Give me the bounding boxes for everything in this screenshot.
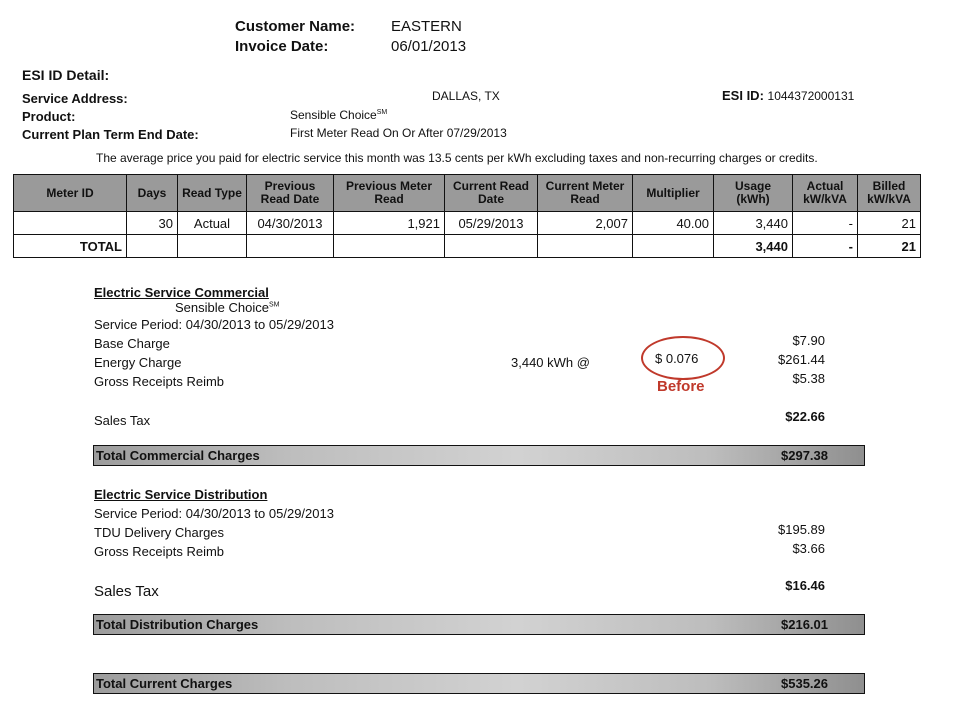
product-label: Product: (22, 109, 76, 124)
base-charge-label: Base Charge (94, 336, 170, 351)
service-address-label: Service Address: (22, 91, 128, 106)
gross-receipts-amount: $5.38 (792, 371, 825, 386)
distribution-title: Electric Service Distribution (94, 487, 268, 502)
plan-end: First Meter Read On Or After 07/29/2013 (290, 126, 507, 140)
product-value: Sensible Choice (290, 108, 377, 122)
before-annotation: Before (657, 378, 705, 395)
distribution-period: Service Period: 04/30/2013 to 05/29/2013 (94, 506, 334, 521)
days-cell: 30 (127, 212, 178, 235)
col-billed-kw: Billed kW/kVA (858, 175, 921, 212)
col-curr-meter-read: Current Meter Read (538, 175, 633, 212)
total-distribution-bar (93, 614, 865, 635)
service-address: DALLAS, TX (432, 89, 500, 103)
rate-annotation-circle (641, 336, 725, 380)
total-empty-cell (127, 235, 178, 258)
total-distribution-label: Total Distribution Charges (96, 617, 259, 632)
billed-kw-cell: 21 (858, 212, 921, 235)
commercial-subtitle-text: Sensible Choice (175, 300, 269, 315)
col-prev-meter-read: Previous Meter Read (334, 175, 445, 212)
total-commercial-amount: $297.38 (781, 448, 828, 463)
invoice-date-label: Invoice Date: (235, 38, 329, 55)
customer-name: EASTERN (391, 18, 462, 35)
energy-charge-label: Energy Charge (94, 355, 182, 370)
total-current-label: Total Current Charges (96, 676, 233, 691)
gross-receipts-label: Gross Receipts Reimb (94, 374, 225, 389)
col-actual-kw: Actual kW/kVA (793, 175, 858, 212)
meter-id-cell (14, 212, 127, 235)
actual-kw-cell: - (793, 212, 858, 235)
customer-name-label: Customer Name: (235, 18, 356, 35)
col-days: Days (127, 175, 178, 212)
col-usage: Usage (kWh) (714, 175, 793, 212)
total-empty-cell (178, 235, 247, 258)
sales-tax-label: Sales Tax (94, 413, 151, 428)
esi-detail-label: ESI ID Detail: (22, 67, 110, 83)
col-meter-id: Meter ID (14, 175, 127, 212)
curr-read-date-cell: 05/29/2013 (445, 212, 538, 235)
dist-sales-tax-amount: $16.46 (785, 578, 825, 593)
col-prev-read-date: Previous Read Date (247, 175, 334, 212)
table-total-row (14, 235, 921, 258)
invoice-date: 06/01/2013 (391, 38, 467, 55)
dist-gross-receipts-label: Gross Receipts Reimb (94, 544, 225, 559)
base-charge-amount: $7.90 (792, 333, 825, 348)
average-price-note: The average price you paid for electric service this month was 13.5 cents per kWh excluding taxes and non-recurring charges or credits. (96, 151, 818, 165)
tdu-delivery-amount: $195.89 (778, 522, 825, 537)
total-actual-kw-cell: - (793, 235, 858, 258)
total-empty-cell (247, 235, 334, 258)
tdu-delivery-label: TDU Delivery Charges (94, 525, 225, 540)
energy-kwh: 3,440 kWh @ (511, 355, 590, 370)
total-empty-cell (445, 235, 538, 258)
energy-charge-amount: $261.44 (778, 352, 825, 367)
meter-table-header (14, 175, 921, 212)
total-distribution-amount: $216.01 (781, 617, 828, 632)
prev-meter-read-cell: 1,921 (334, 212, 445, 235)
col-read-type: Read Type (178, 175, 247, 212)
total-current-bar (93, 673, 865, 694)
total-usage-cell: 3,440 (714, 235, 793, 258)
commercial-subtitle (175, 300, 279, 315)
total-label-cell: TOTAL (14, 235, 127, 258)
dist-gross-receipts-amount: $3.66 (792, 541, 825, 556)
product-mark: SM (376, 109, 388, 116)
multiplier-cell: 40.00 (633, 212, 714, 235)
total-empty-cell (538, 235, 633, 258)
prev-read-date-cell: 04/30/2013 (247, 212, 334, 235)
esi-id-value: 1044372000131 (767, 89, 855, 103)
curr-meter-read-cell: 2,007 (538, 212, 633, 235)
total-commercial-label: Total Commercial Charges (96, 448, 260, 463)
total-empty-cell (633, 235, 714, 258)
read-type-cell: Actual (178, 212, 247, 235)
product (290, 108, 387, 122)
dist-sales-tax-label: Sales Tax (94, 583, 159, 600)
commercial-period: Service Period: 04/30/2013 to 05/29/2013 (94, 317, 334, 332)
esi-id-label: ESI ID: (722, 88, 764, 103)
total-billed-kw-cell: 21 (858, 235, 921, 258)
plan-end-label: Current Plan Term End Date: (22, 127, 199, 142)
esi-id (722, 88, 854, 103)
meter-table (13, 174, 921, 258)
commercial-subtitle-mark: SM (268, 301, 280, 309)
total-commercial-bar (93, 445, 865, 466)
sales-tax-amount: $22.66 (785, 409, 825, 424)
table-row (14, 212, 921, 235)
col-multiplier: Multiplier (633, 175, 714, 212)
energy-rate: $ 0.076 (655, 351, 699, 366)
usage-cell: 3,440 (714, 212, 793, 235)
total-current-amount: $535.26 (781, 676, 828, 691)
total-empty-cell (334, 235, 445, 258)
col-curr-read-date: Current Read Date (445, 175, 538, 212)
commercial-title: Electric Service Commercial (94, 285, 269, 300)
